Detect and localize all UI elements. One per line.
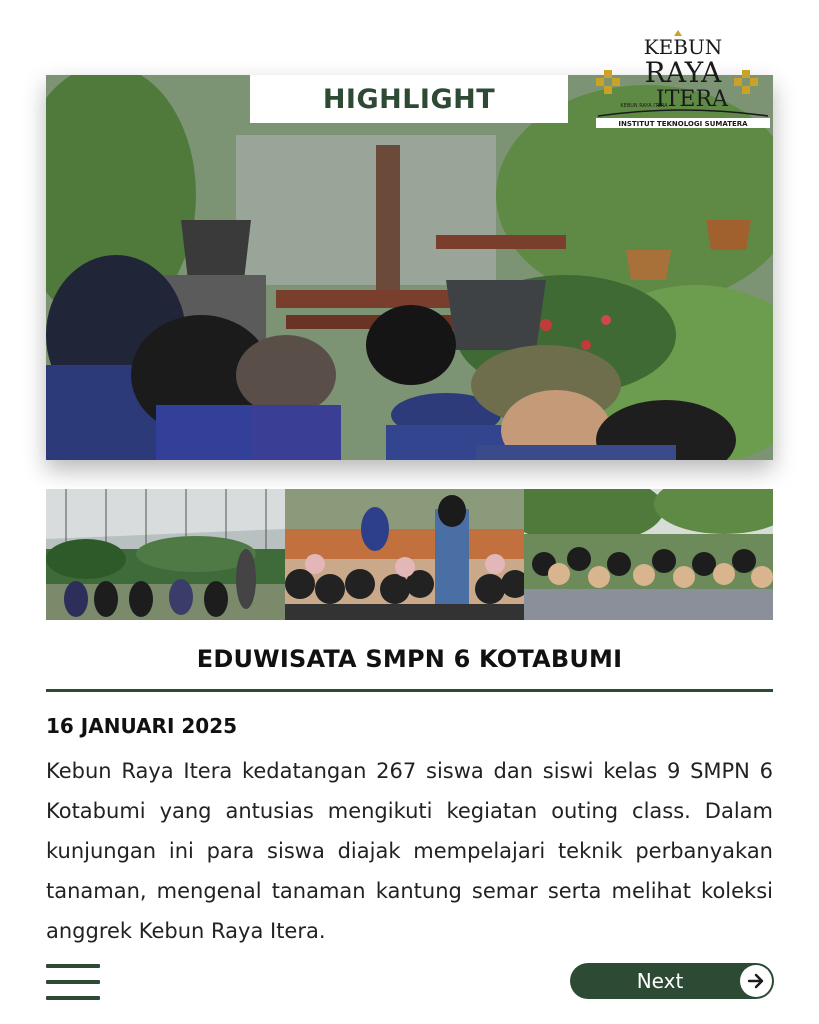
event-title: EDUWISATA SMPN 6 KOTABUMI [196, 645, 623, 673]
highlight-label: HIGHLIGHT [250, 75, 568, 123]
svg-text:RAYA: RAYA [644, 56, 722, 89]
svg-text:KEBUN: KEBUN [643, 35, 723, 59]
group-photo [524, 489, 773, 620]
next-label: Next [636, 969, 684, 993]
menu-line [46, 996, 100, 1000]
hamburger-menu-icon[interactable] [46, 964, 100, 1000]
menu-line [46, 980, 100, 984]
event-date: 16 JANUARI 2025 [46, 714, 238, 738]
svg-text:INSTITUT TEKNOLOGI SUMATERA: INSTITUT TEKNOLOGI SUMATERA [618, 120, 748, 128]
photo-strip [46, 489, 773, 620]
hero-photo [46, 75, 773, 460]
greenhouse-photo [46, 489, 285, 620]
next-button[interactable] [570, 963, 774, 999]
event-description: Kebun Raya Itera kedatangan 267 siswa dan siswi kelas 9 SMPN 6 Kotabumi yang antusias mengikuti kegiatan outing class. Dalam kunjungan ini para siswa diajak mempelajari teknik perbanyakan tanaman, mengenal tanaman kantung semar serta melihat koleksi anggrek Kebun Raya Itera. [46, 759, 773, 943]
svg-text:ITERA: ITERA [656, 87, 728, 112]
title-divider [46, 689, 773, 692]
menu-line [46, 964, 100, 968]
arrow-right-icon [740, 965, 772, 997]
classroom-photo [285, 489, 524, 620]
kebun-raya-itera-logo [592, 30, 774, 132]
svg-text:KEBUN RAYA ITERA: KEBUN RAYA ITERA [620, 103, 668, 109]
